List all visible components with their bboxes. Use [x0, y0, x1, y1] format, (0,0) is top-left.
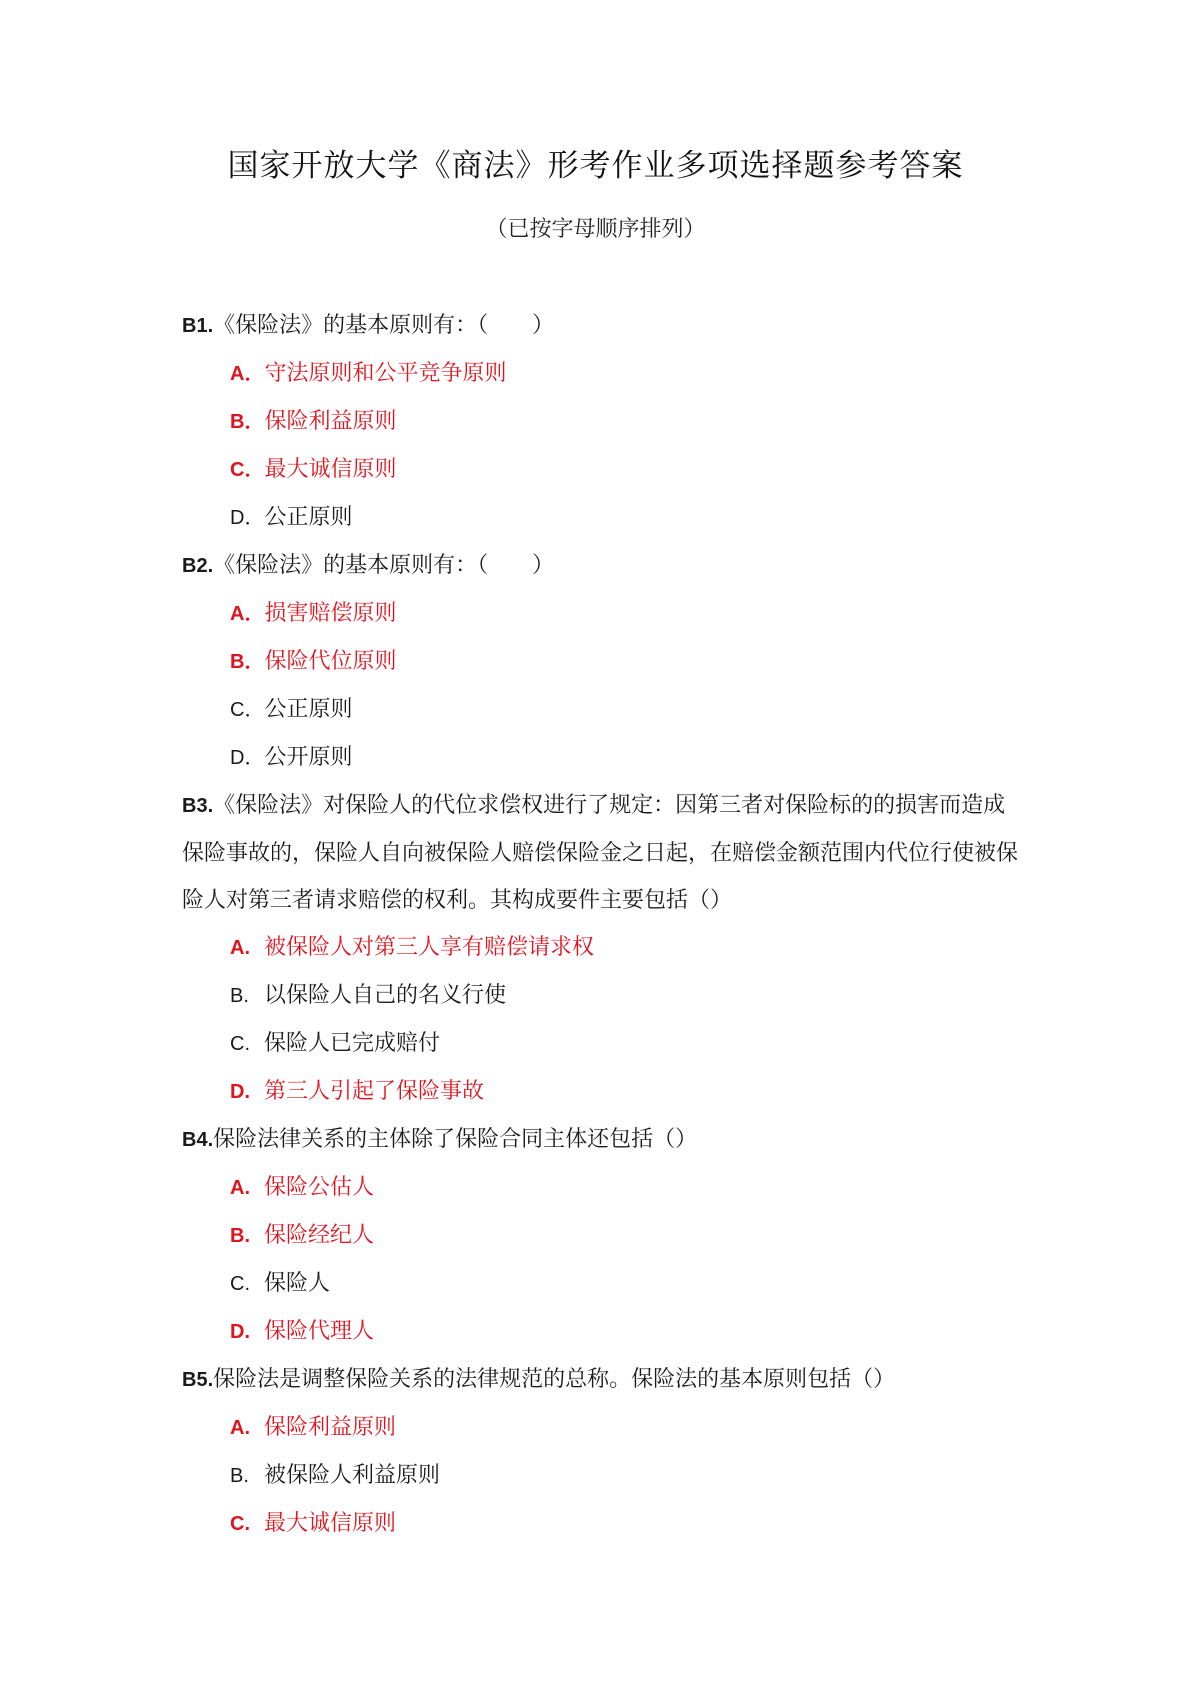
option-text: 以保险人自己的名义行使 — [264, 983, 507, 1008]
question-4 — [182, 1116, 1022, 1164]
question-2 — [182, 542, 1022, 590]
correct-option-3-1 — [230, 924, 1191, 972]
option-text: 保险经纪人 — [264, 1223, 375, 1248]
correct-option-4-2 — [230, 1212, 1191, 1260]
option-letter: A． — [230, 603, 265, 625]
option-text: 公正原则 — [264, 505, 353, 530]
option-letter: A. — [230, 1177, 250, 1199]
correct-option-5-3 — [230, 1500, 1191, 1548]
option-4-3 — [230, 1260, 1191, 1308]
option-2-4 — [230, 734, 1191, 782]
question-list — [0, 302, 1191, 1548]
option-1-4 — [230, 494, 1191, 542]
option-text: 守法原则和公平竞争原则 — [264, 361, 507, 386]
correct-option-1-3 — [230, 446, 1191, 494]
correct-option-1-2 — [230, 398, 1191, 446]
correct-option-2-2 — [230, 638, 1191, 686]
question-number: B4. — [182, 1129, 214, 1151]
option-text: 保险人 — [264, 1271, 331, 1296]
question-text: 保险法是调整保险关系的法律规范的总称。保险法的基本原则包括（） — [213, 1367, 896, 1392]
option-letter: C. — [230, 1513, 250, 1535]
option-text: 保险代理人 — [264, 1319, 375, 1344]
correct-option-3-4 — [230, 1068, 1191, 1116]
option-letter: B. — [230, 1465, 249, 1487]
question-text: 《保险法》的基本原则有：（ ） — [213, 553, 555, 578]
correct-option-4-4 — [230, 1308, 1191, 1356]
option-letter: B． — [230, 411, 265, 433]
option-text: 被保险人对第三人享有赔偿请求权 — [264, 935, 595, 960]
option-3-2 — [230, 972, 1191, 1020]
question-number: B5. — [182, 1369, 214, 1391]
option-text: 保险利益原则 — [264, 1415, 397, 1440]
option-text: 保险公估人 — [264, 1175, 375, 1200]
option-letter: A. — [230, 937, 250, 959]
option-text: 保险人已完成赔付 — [264, 1031, 441, 1056]
option-text: 公正原则 — [264, 697, 353, 722]
option-letter: D. — [230, 1321, 250, 1343]
option-letter: C. — [230, 1033, 250, 1055]
correct-option-2-1 — [230, 590, 1191, 638]
page-subtitle: （已按字母顺序排列） — [485, 217, 706, 242]
option-3-3 — [230, 1020, 1191, 1068]
option-text: 被保险人利益原则 — [264, 1463, 441, 1488]
correct-option-4-1 — [230, 1164, 1191, 1212]
option-5-2 — [230, 1452, 1191, 1500]
option-letter: A. — [230, 1417, 250, 1439]
option-letter: D． — [230, 747, 265, 769]
option-2-3 — [230, 686, 1191, 734]
question-text: 《保险法》的基本原则有：（ ） — [213, 313, 555, 338]
option-letter: B． — [230, 651, 265, 673]
option-letter: C. — [230, 1273, 250, 1295]
correct-option-5-1 — [230, 1404, 1191, 1452]
option-letter: B. — [230, 1225, 250, 1247]
question-number: B2. — [182, 555, 214, 577]
question-number: B3. — [182, 795, 214, 817]
option-text: 保险利益原则 — [264, 409, 397, 434]
question-1 — [182, 302, 1022, 350]
option-letter: B. — [230, 985, 249, 1007]
option-text: 损害赔偿原则 — [264, 601, 397, 626]
correct-option-1-1 — [230, 350, 1191, 398]
option-letter: A． — [230, 363, 265, 385]
option-text: 最大诚信原则 — [264, 1511, 397, 1536]
option-text: 第三人引起了保险事故 — [264, 1079, 485, 1104]
question-3 — [182, 782, 1022, 924]
question-text: 《保险法》对保险人的代位求偿权进行了规定：因第三者对保险标的的损害而造成保险事故的，保险人自向被保险人赔偿保险金之日起，在赔偿金额范围内代位行使被保险人对第三者请求赔偿的权利。其构成要件主要包括（） — [182, 793, 1019, 913]
option-letter: C． — [230, 699, 265, 721]
question-number: B1. — [182, 315, 214, 337]
option-text: 公开原则 — [264, 745, 353, 770]
page-title: 国家开放大学《商法》形考作业多项选择题参考答案 — [227, 148, 964, 184]
option-letter: D. — [230, 1081, 250, 1103]
option-text: 保险代位原则 — [264, 649, 397, 674]
question-5 — [182, 1356, 1022, 1404]
question-text: 保险法律关系的主体除了保险合同主体还包括（） — [213, 1127, 698, 1152]
option-text: 最大诚信原则 — [264, 457, 397, 482]
option-letter: C． — [230, 459, 265, 481]
option-letter: D． — [230, 507, 265, 529]
